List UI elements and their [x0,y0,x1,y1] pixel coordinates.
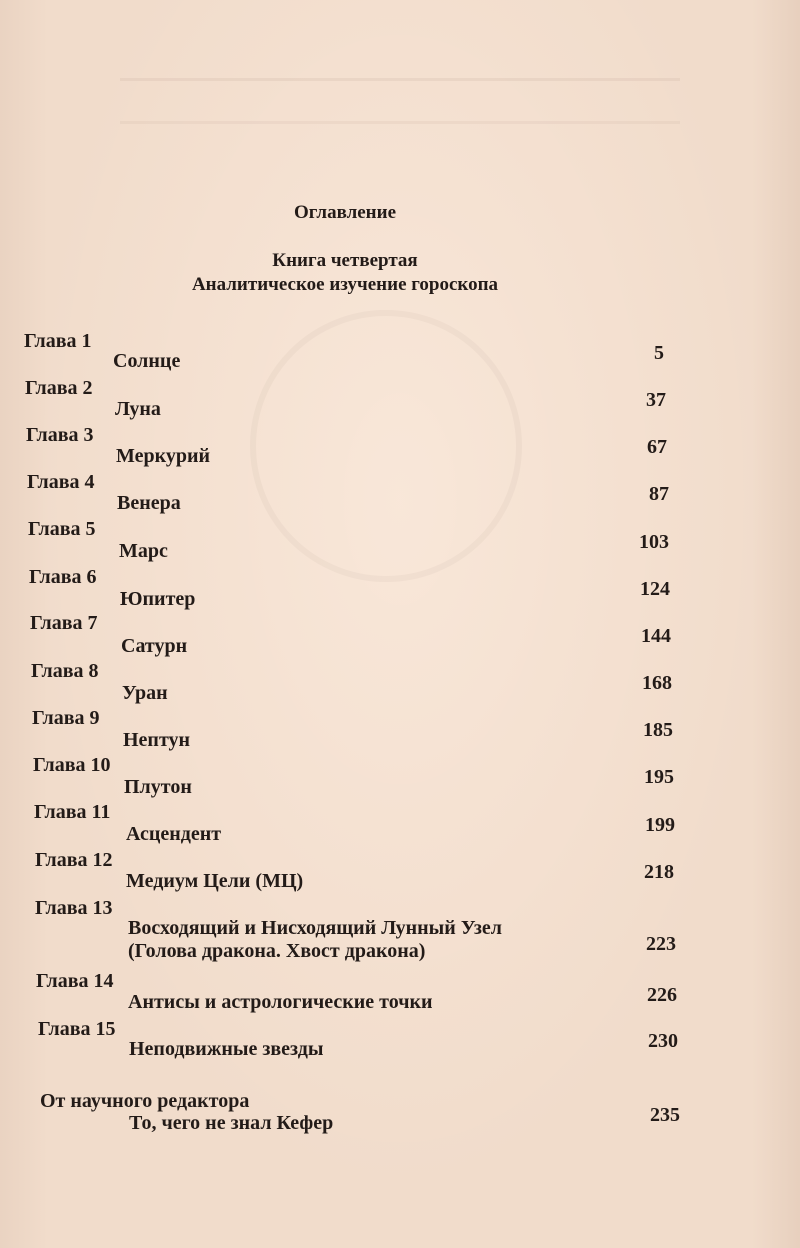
book-title: Книга четвертая [272,250,418,271]
chapter-topic: Венера [117,492,181,514]
chapter-topic: Уран [122,682,168,704]
chapter-label: Глава 9 [32,707,100,729]
page-number: 103 [639,531,669,553]
bleed-through-emblem [250,310,522,582]
chapter-topic: Луна [115,398,161,420]
chapter-label: Глава 11 [34,801,111,823]
book-subtitle: Аналитическое изучение гороскопа [191,274,499,295]
page-number: 87 [649,483,669,505]
afterword-label: От научного редактора [40,1090,250,1112]
chapter-topic: Солнце [113,350,181,372]
chapter-topic: Нептун [123,729,191,751]
chapter-label: Глава 12 [35,849,113,871]
chapter-label: Глава 4 [27,471,95,493]
chapter-label: Глава 13 [35,897,113,919]
page-number: 185 [643,719,673,741]
chapter-topic: Юпитер [120,588,196,610]
page-number: 226 [647,984,677,1006]
chapter-topic: Неподвижные звезды [129,1038,324,1060]
chapter-topic: Меркурий [116,445,211,467]
page-number: 218 [644,861,674,883]
chapter-label: Глава 6 [29,566,97,588]
page-number: 230 [648,1030,678,1052]
chapter-label: Глава 10 [33,754,111,776]
page-number: 37 [646,389,666,411]
chapter-label: Глава 5 [28,518,96,540]
page-number: 235 [650,1104,680,1126]
chapter-topic: Плутон [124,776,192,798]
chapter-label: Глава 8 [31,660,99,682]
page-number: 124 [640,578,670,600]
afterword-topic: То, чего не знал Кефер [129,1112,334,1134]
chapter-topic: Асцендент [126,823,222,845]
page-number: 144 [641,625,671,647]
page-number: 199 [645,814,675,836]
page-number: 195 [644,766,674,788]
page-number: 223 [646,933,676,955]
bleed-through-text [120,78,680,124]
chapter-topic: Медиум Цели (МЦ) [126,870,304,892]
page-number: 67 [647,436,667,458]
chapter-label: Глава 7 [30,612,98,634]
chapter-topic: Марс [119,540,168,562]
chapter-label: Глава 1 [24,330,92,352]
toc-title: Оглавление [293,202,397,223]
chapter-label: Глава 14 [36,970,114,992]
chapter-topic: Антисы и астрологические точки [128,991,433,1013]
page-number: 168 [642,672,672,694]
chapter-label: Глава 15 [38,1018,116,1040]
chapter-topic: Сатурн [121,635,188,657]
chapter-label: Глава 2 [25,377,93,399]
chapter-topic-continued: (Голова дракона. Хвост дракона) [128,940,426,962]
page-number: 5 [654,342,664,364]
chapter-label: Глава 3 [26,424,94,446]
chapter-topic: Восходящий и Нисходящий Лунный Узел [128,917,502,939]
